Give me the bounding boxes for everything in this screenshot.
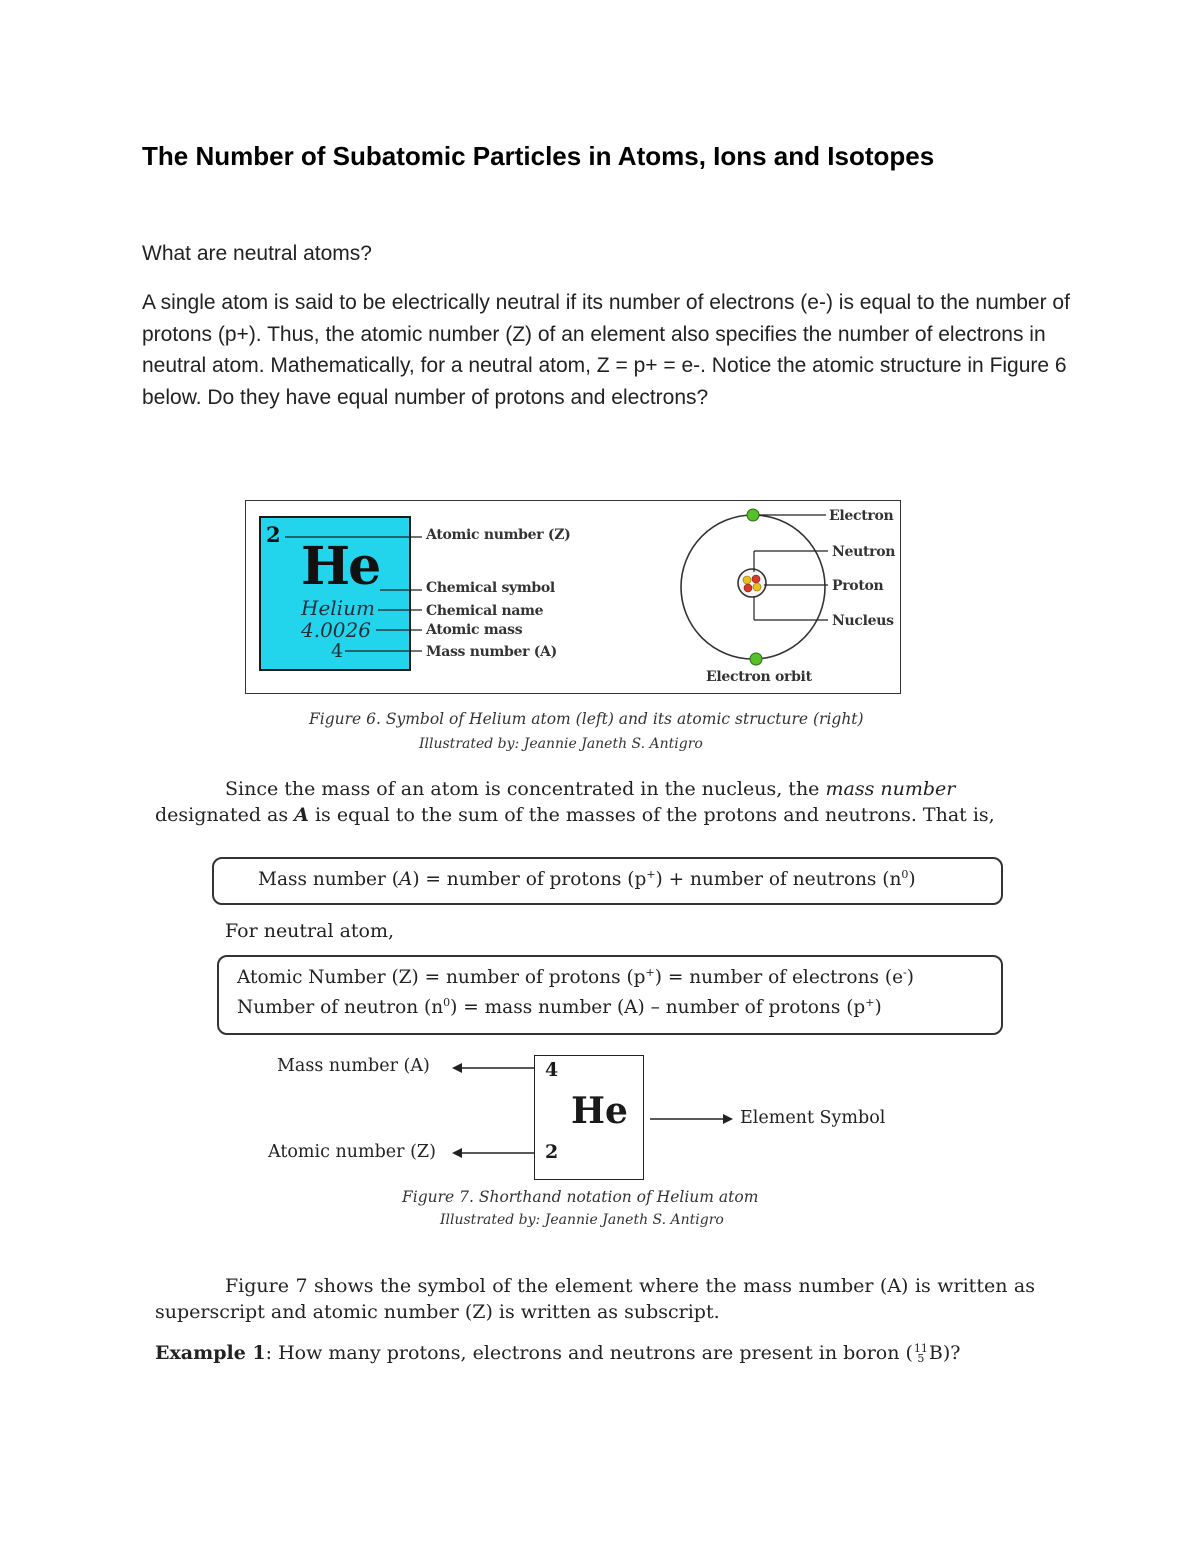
shorthand-atomic-number: 2 xyxy=(545,1141,559,1163)
label-nucleus: Nucleus xyxy=(832,613,894,629)
figure-6-caption: Figure 6. Symbol of Helium atom (left) and its atomic structure (right) xyxy=(309,710,864,728)
label-proton: Proton xyxy=(832,578,884,594)
tile-mass: 4.0026 xyxy=(301,618,371,642)
tile-symbol: He xyxy=(301,536,380,597)
section-question: What are neutral atoms? xyxy=(142,242,372,265)
label-mass-number: Mass number (A) xyxy=(426,644,557,660)
label-electron: Electron xyxy=(829,508,894,524)
tile-name: Helium xyxy=(301,596,375,620)
figure-7-credit: Illustrated by: Jeannie Janeth S. Antigro xyxy=(440,1212,724,1228)
mass-number-formula: Mass number (A) = number of protons (p+) + number of neutrons $(n^0)$ xyxy=(258,868,916,891)
page-title: The Number of Subatomic Particles in Atoms, Ions and Isotopes xyxy=(142,141,935,171)
atomic-number-formula: Atomic Number (Z) = number of protons (p+) = number of electrons (e-) xyxy=(237,966,914,989)
label-atomic-mass: Atomic mass xyxy=(426,622,523,638)
example-1: Example 1: How many protons, electrons and neutrons are present in boron ( 11 5 B)? xyxy=(155,1342,961,1365)
figure-7-explanation: Figure 7 shows the symbol of the element where the mass number (A) is written as superscript and atomic number (Z) is written as subscript. xyxy=(155,1275,1035,1323)
label-atomic-number: Atomic number (Z) xyxy=(426,527,571,543)
atom-diagram xyxy=(681,509,828,665)
neutron-number-formula: Number of neutron $(n^0)$ = mass number (A) – number of protons (p+) xyxy=(237,996,882,1019)
for-neutral-atom-label: For neutral atom, xyxy=(225,920,395,942)
figure-6-credit: Illustrated by: Jeannie Janeth S. Antigro xyxy=(419,736,703,752)
shorthand-symbol-box xyxy=(534,1055,644,1180)
figure-7-caption: Figure 7. Shorthand notation of Helium atom xyxy=(402,1188,759,1206)
label-neutron: Neutron xyxy=(832,544,896,560)
intro-paragraph: A single atom is said to be electrically neutral if its number of electrons (e-) is equal to the number of protons (p+). Thus, the atomic number (Z) of an element also specifies the number of electrons in neutral atom. Mathematically, for a neutral atom, Z = p+ = e-. Notice the atomic structure in Figure 6 below. Do they have equal number of protons and electrons? xyxy=(142,291,1070,409)
label-electron-orbit: Electron orbit xyxy=(706,669,812,685)
shorthand-symbol: He xyxy=(571,1090,628,1132)
mass-number-paragraph: Since the mass of an atom is concentrated in the nucleus, the mass number designated as A is equal to the sum of the masses of the protons and neutrons. That is, xyxy=(155,778,995,826)
tile-mass-number: 4 xyxy=(331,640,344,662)
shorthand-mass-number: 4 xyxy=(545,1059,559,1081)
label-element-symbol: Element Symbol xyxy=(740,1108,886,1128)
label-chemical-name: Chemical name xyxy=(426,603,544,619)
label-chemical-symbol: Chemical symbol xyxy=(426,580,555,596)
tile-atomic-number: 2 xyxy=(266,522,281,547)
label-atomic-number-z: Atomic number (Z) xyxy=(268,1142,436,1162)
label-mass-number-a: Mass number (A) xyxy=(277,1056,430,1076)
